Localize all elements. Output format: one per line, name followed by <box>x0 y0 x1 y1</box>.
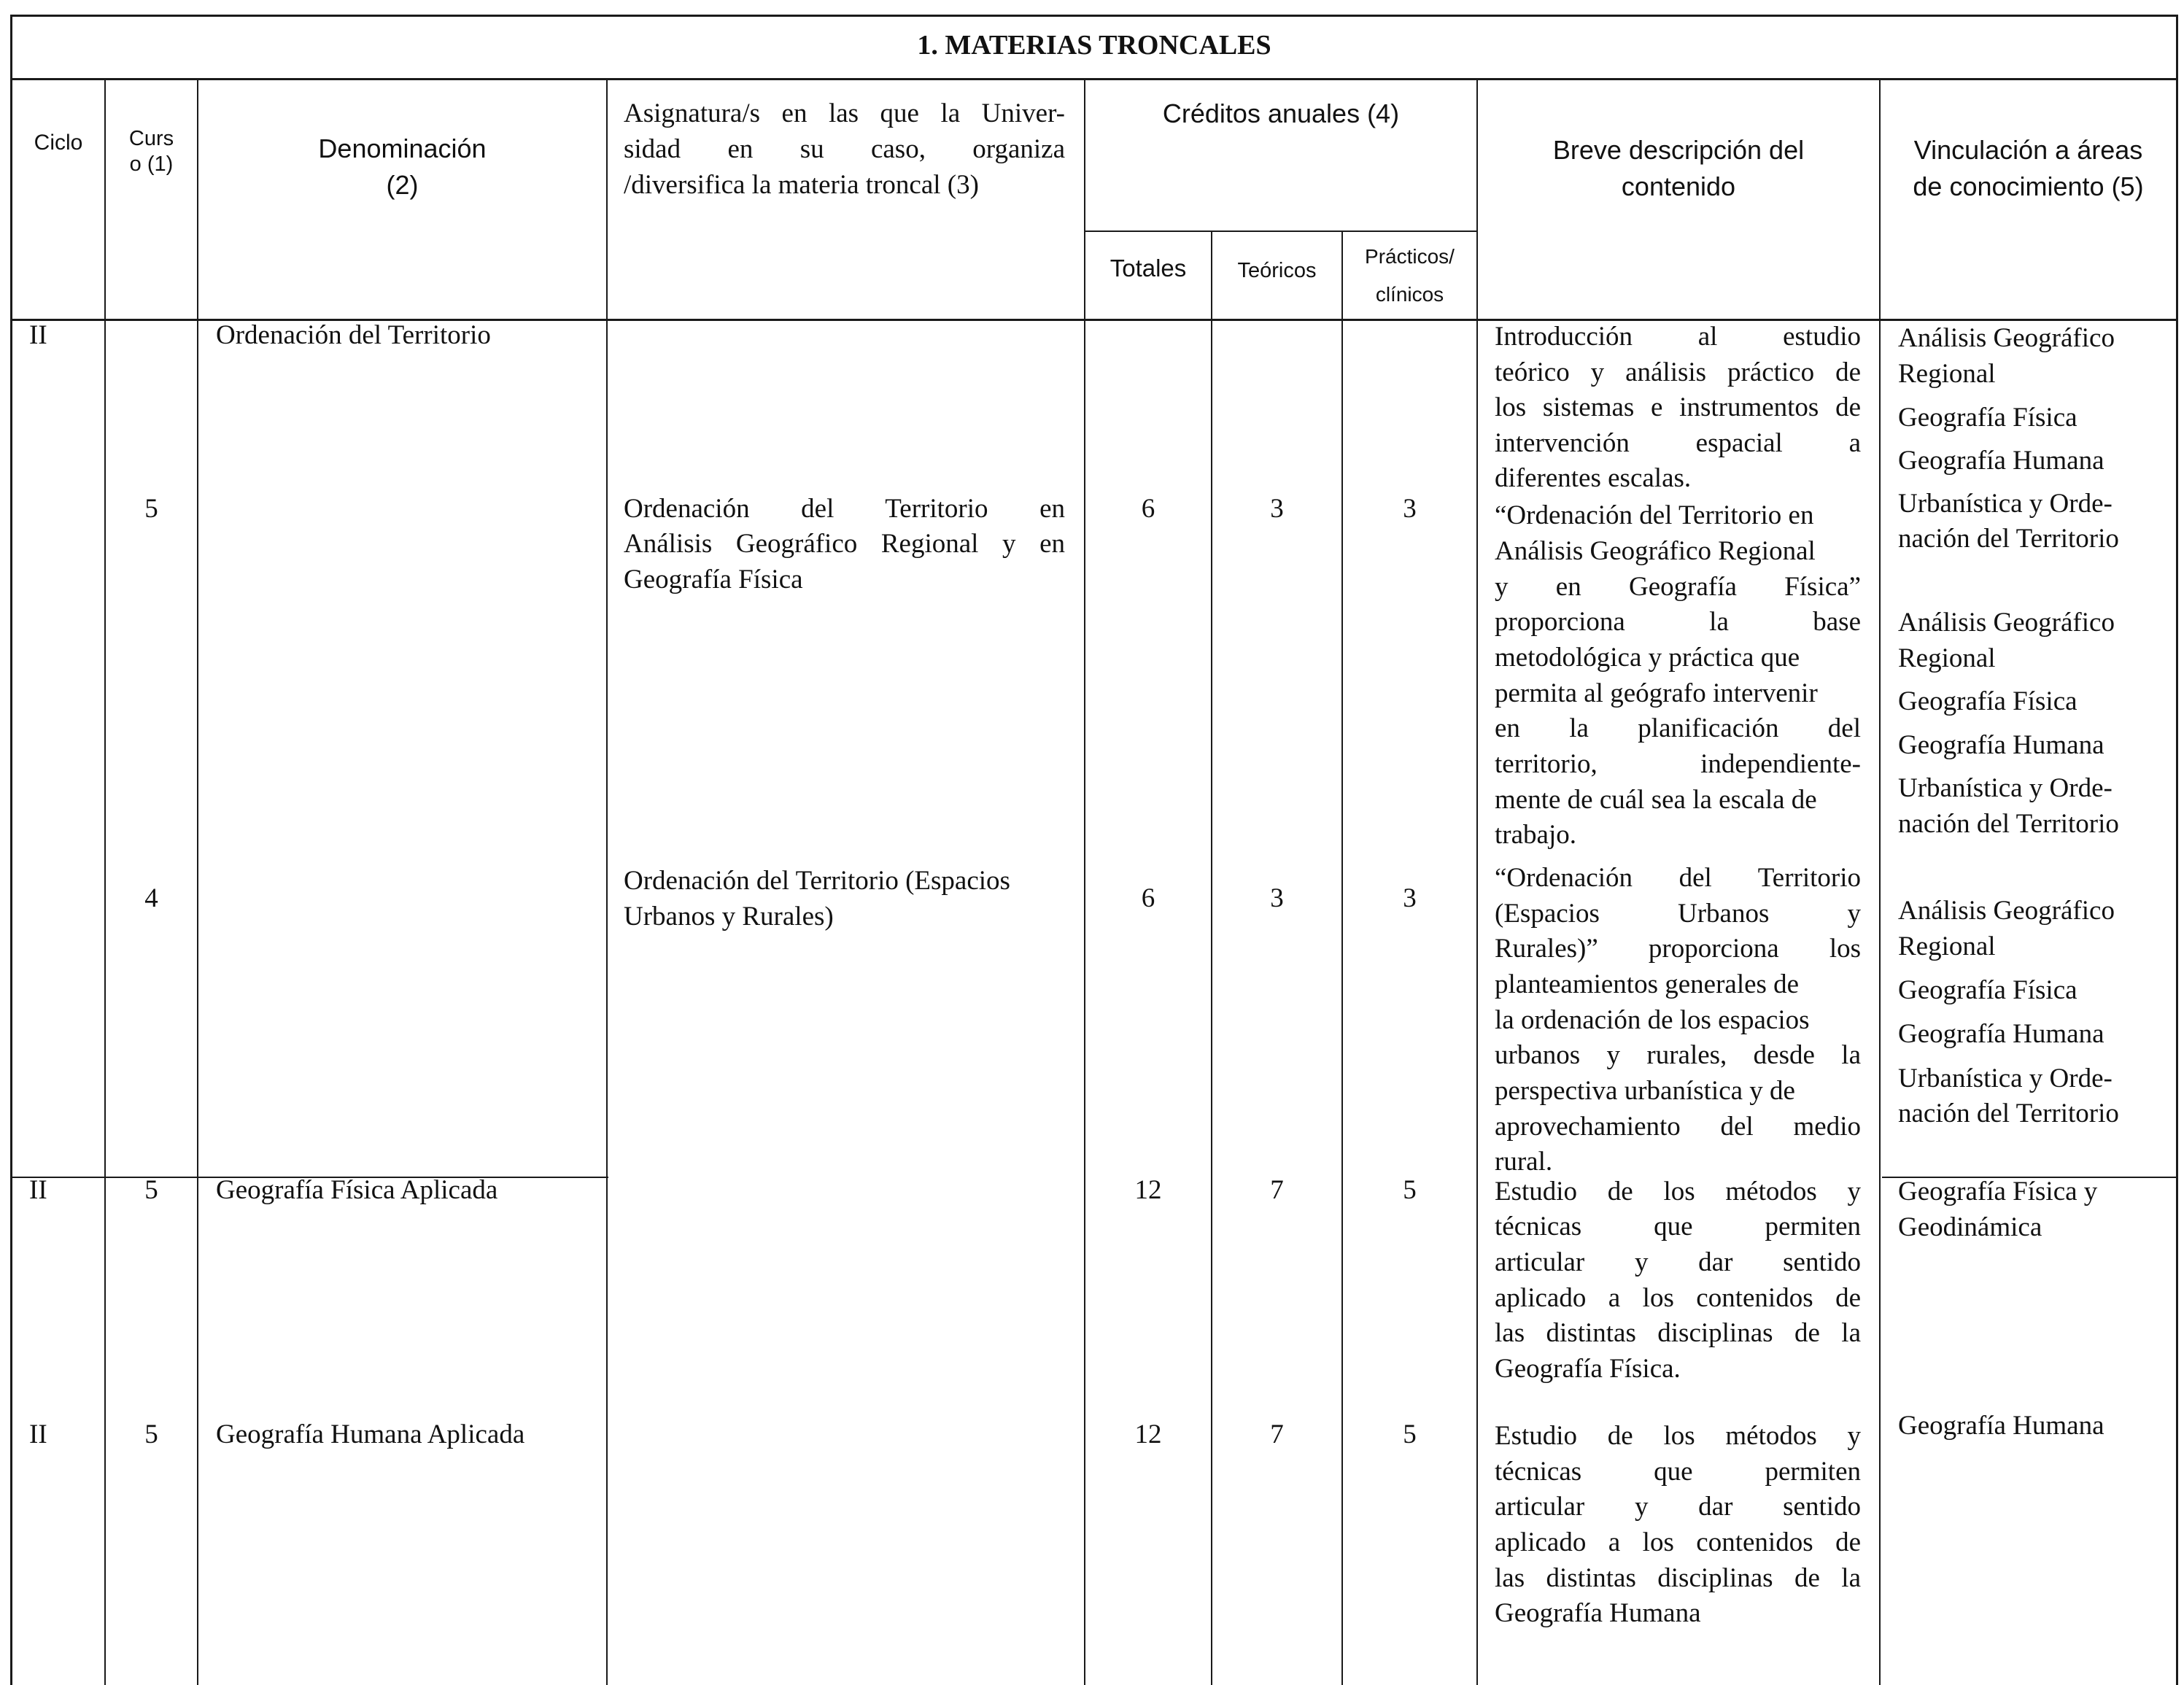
sub2-totales: 6 <box>1141 883 1155 913</box>
ordenacion-area-1: Análisis Geográfico <box>1898 323 2115 353</box>
ordenacion-desc-line1: Introducción al estudio <box>1495 322 1861 352</box>
ordenacion-desc-line5: diferentes escalas. <box>1495 463 1692 493</box>
humana-teoricos: 7 <box>1270 1419 1284 1449</box>
sub1-area-5: Urbanística y Orde- <box>1898 773 2113 803</box>
header-descripcion-line1: Breve descripción del <box>1552 135 1805 165</box>
fisica-desc-line1: Estudio de los métodos y <box>1495 1177 1861 1206</box>
header-denominacion-line1: Denominación <box>318 133 487 163</box>
sub2-practicos: 3 <box>1403 883 1417 913</box>
sub2-desc-line7: perspectiva urbanística y de <box>1495 1076 1795 1106</box>
sub2-asignatura-line1: Ordenación del Territorio (Espacios <box>624 866 1010 896</box>
sub1-area-4: Geografía Humana <box>1898 730 2104 760</box>
fisica-area-2: Geodinámica <box>1898 1212 2042 1242</box>
header-practicos-line1: Prácticos/ <box>1365 245 1455 268</box>
sub1-desc-line7: en la planificación del <box>1495 713 1861 743</box>
header-creditos: Créditos anuales (4) <box>1162 98 1400 128</box>
sub2-desc-line3: Rurales)” proporciona los <box>1495 934 1861 964</box>
sub2-desc-line4: planteamientos generales de <box>1495 969 1800 999</box>
sub2-area-2: Regional <box>1898 931 1996 961</box>
header-teoricos: Teóricos <box>1237 259 1317 282</box>
fisica-area-1: Geografía Física y <box>1898 1177 2098 1206</box>
humana-totales: 12 <box>1134 1419 1162 1449</box>
header-vinculacion-line1: Vinculación a áreas <box>1913 135 2143 165</box>
fisica-desc-line5: las distintas disciplinas de la <box>1495 1318 1861 1348</box>
sub1-area-3: Geografía Física <box>1898 686 2077 716</box>
sub2-desc-line2: (Espacios Urbanos y <box>1495 899 1861 929</box>
fisica-desc-line2: técnicas que permiten <box>1495 1212 1861 1242</box>
sub1-asignatura-line2: Análisis Geográfico Regional y en <box>624 529 1065 559</box>
sub2-area-6: nación del Territorio <box>1898 1099 2119 1128</box>
sub1-desc-line1: “Ordenación del Territorio en <box>1495 500 1814 530</box>
ordenacion-desc-line4: intervención espacial a <box>1495 428 1861 458</box>
sub1-desc-line6: permita al geógrafo intervenir <box>1495 678 1818 708</box>
ordenacion-area-3: Geografía Física <box>1898 403 2077 433</box>
sub1-desc-line2: Análisis Geográfico Regional <box>1495 536 1816 566</box>
humana-ciclo: II <box>29 1419 47 1449</box>
fisica-totales: 12 <box>1134 1175 1162 1205</box>
fisica-curso: 5 <box>144 1175 158 1205</box>
sub2-teoricos: 3 <box>1270 883 1284 913</box>
sub1-totales: 6 <box>1141 494 1155 524</box>
ordenacion-area-2: Regional <box>1898 359 1996 389</box>
sub1-asignatura-line1: Ordenación del Territorio en <box>624 494 1065 524</box>
humana-desc-line3: articular y dar sentido <box>1495 1492 1861 1522</box>
header-practicos-line2: clínicos <box>1375 283 1444 306</box>
header-vinculacion-line2: de conocimiento (5) <box>1913 171 2144 201</box>
col-line-denominacion <box>197 78 198 1685</box>
ordenacion-area-5: Urbanística y Orde- <box>1898 489 2113 519</box>
ordenacion-desc-line2: teórico y análisis práctico de <box>1495 357 1861 387</box>
header-curso-line2: o (1) <box>129 152 174 176</box>
fisica-teoricos: 7 <box>1270 1175 1284 1205</box>
title-separator <box>10 78 2178 80</box>
sub1-desc-line3: y en Geografía Física” <box>1495 572 1861 602</box>
humana-practicos: 5 <box>1403 1419 1417 1449</box>
sub2-desc-line8: aprovechamiento del medio <box>1495 1112 1861 1142</box>
sub1-curso: 5 <box>144 494 158 524</box>
sub1-area-6: nación del Territorio <box>1898 809 2119 839</box>
humana-desc-line1: Estudio de los métodos y <box>1495 1421 1861 1451</box>
sub1-asignatura-line3: Geografía Física <box>624 565 803 594</box>
fisica-desc-line3: articular y dar sentido <box>1495 1247 1861 1277</box>
sub1-desc-line10: trabajo. <box>1495 820 1576 850</box>
sub1-desc-line4: proporciona la base <box>1495 607 1861 637</box>
ordenacion-area-4: Geografía Humana <box>1898 446 2104 476</box>
sub2-area-5: Urbanística y Orde- <box>1898 1064 2113 1093</box>
table-title: 1. MATERIAS TRONCALES <box>917 30 1271 61</box>
header-ciclo: Ciclo <box>34 131 83 155</box>
ordenacion-area-6: nación del Territorio <box>1898 524 2119 554</box>
humana-desc-line5: las distintas disciplinas de la <box>1495 1563 1861 1593</box>
sub2-desc-line6: urbanos y rurales, desde la <box>1495 1040 1861 1070</box>
header-curso-line1: Curs <box>128 127 174 150</box>
header-descripcion-line2: contenido <box>1621 171 1736 201</box>
sub1-area-2: Regional <box>1898 643 1996 673</box>
col-line-vinculacion <box>1879 78 1881 1685</box>
sub2-desc-line9: rural. <box>1495 1147 1553 1177</box>
header-denominacion-line2: (2) <box>386 170 419 200</box>
sub2-area-4: Geografía Humana <box>1898 1019 2104 1049</box>
fisica-denominacion: Geografía Física Aplicada <box>216 1175 498 1205</box>
table-border-left <box>10 15 12 1685</box>
sub2-desc-line5: la ordenación de los espacios <box>1495 1005 1810 1035</box>
sub1-teoricos: 3 <box>1270 494 1284 524</box>
fisica-desc-line4: aplicado a los contenidos de <box>1495 1283 1861 1313</box>
table-border-top <box>10 15 2178 17</box>
humana-desc-line4: aplicado a los contenidos de <box>1495 1527 1861 1557</box>
sub2-area-3: Geografía Física <box>1898 975 2077 1005</box>
header-asignatura-line3: /diversifica la materia troncal (3) <box>624 170 979 200</box>
sub1-desc-line5: metodológica y práctica que <box>1495 643 1800 673</box>
col-line-asignatura <box>606 78 608 1685</box>
fisica-ciclo: II <box>29 1175 47 1205</box>
humana-area-1: Geografía Humana <box>1898 1411 2104 1441</box>
ordenacion-ciclo: II <box>29 320 47 350</box>
ordenacion-desc-line3: los sistemas e instrumentos de <box>1495 392 1861 422</box>
fisica-practicos: 5 <box>1403 1175 1417 1205</box>
table-border-right <box>2176 15 2178 1685</box>
sub2-desc-line1: “Ordenación del Territorio <box>1495 863 1861 893</box>
col-line-practicos <box>1341 231 1343 1685</box>
sub1-desc-line9: mente de cuál sea la escala de <box>1495 785 1817 815</box>
humana-desc-line6: Geografía Humana <box>1495 1598 1701 1628</box>
fisica-desc-line6: Geografía Física. <box>1495 1354 1681 1384</box>
sub1-practicos: 3 <box>1403 494 1417 524</box>
sub2-curso: 4 <box>144 883 158 913</box>
col-line-descripcion <box>1476 78 1478 1685</box>
sub2-area-1: Análisis Geográfico <box>1898 896 2115 926</box>
col-line-teoricos <box>1211 231 1212 1685</box>
header-asignatura-line2: sidad en su caso, organiza <box>624 134 1065 164</box>
header-asignatura-line1: Asignatura/s en las que la Univer- <box>624 98 1065 128</box>
sub1-area-1: Análisis Geográfico <box>1898 608 2115 638</box>
humana-curso: 5 <box>144 1419 158 1449</box>
sub1-desc-line8: territorio, independiente- <box>1495 749 1861 779</box>
credits-header-separator <box>1084 231 1478 232</box>
humana-denominacion: Geografía Humana Aplicada <box>216 1419 525 1449</box>
ordenacion-denominacion: Ordenación del Territorio <box>216 320 491 350</box>
humana-desc-line2: técnicas que permiten <box>1495 1457 1861 1487</box>
sub2-asignatura-line2: Urbanos y Rurales) <box>624 902 834 931</box>
header-totales: Totales <box>1110 255 1187 282</box>
